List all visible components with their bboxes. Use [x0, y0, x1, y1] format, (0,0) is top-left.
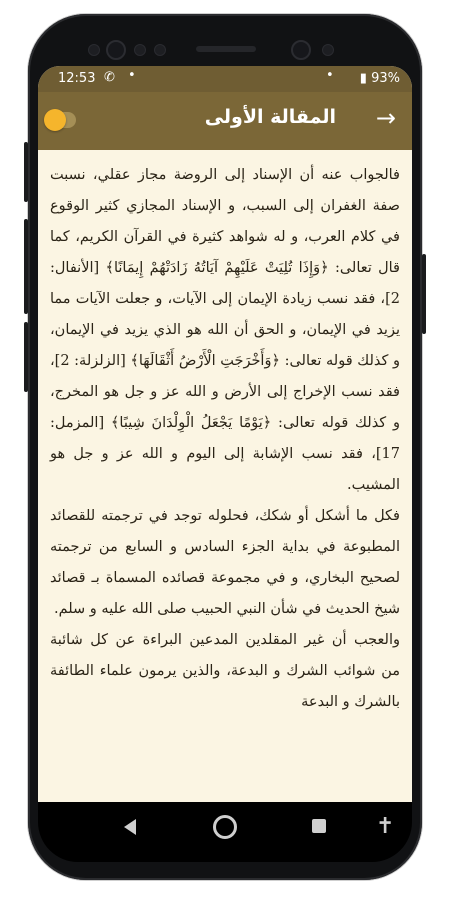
side-button — [24, 142, 28, 202]
notification-dot-icon: • — [128, 68, 136, 83]
status-bar — [38, 66, 412, 92]
power-button — [422, 254, 426, 334]
accessibility-icon[interactable]: ✝ — [376, 814, 395, 839]
side-button — [24, 219, 28, 314]
battery-icon: ▮ — [359, 71, 367, 86]
sensor-icon — [88, 44, 100, 56]
nav-home-icon[interactable] — [213, 815, 237, 839]
notification-dot-icon: • — [326, 68, 334, 83]
whatsapp-icon: ✆ — [104, 70, 115, 85]
system-nav-bar — [38, 802, 412, 862]
sensor-icon — [154, 44, 166, 56]
nav-back-icon[interactable] — [124, 819, 136, 835]
nav-recents-icon[interactable] — [312, 819, 326, 833]
earpiece-speaker — [196, 46, 256, 52]
sensor-icon — [134, 44, 146, 56]
article-paragraph: فالجواب عنه أن الإسناد إلى الروضة مجاز عقلي، نسبت صفة الغفران إلى السبب، و الإسناد المجازي كثير الوقوع في كلام العرب، و له شواهد كثيرة في القرآن الكريم، كما قال تعالى: ﴿وَإِذَا تُلِيَتْ عَلَيْهِمْ آيَاتُهُ زَادَتْهُمْ إِيمَانًا﴾ [الأنفال: 2]، فقد نسب زيادة الإيمان إلى الآيات، و جعلت الآيات مما يزيد في الإيمان، و الحق أن الله هو الذي يزيد في الإيمان، و كذلك قوله تعالى: ﴿وَأَخْرَجَتِ الْأَرْضُ أَثْقَالَهَا﴾ [الزلزلة: 2]، فقد نسب الإخراج إلى الأرض و الله عز و جل هو المخرج، و كذلك قوله تعالى: ﴿يَوْمًا يَجْعَلُ الْوِلْدَانَ شِيبًا﴾ [المزمل: 17]، فقد نسب الإشابة إلى اليوم و الله عز و جل هو المشيب. — [49, 167, 400, 493]
screen — [38, 66, 412, 816]
night-mode-toggle[interactable] — [46, 112, 76, 128]
phone-frame — [28, 14, 422, 880]
status-time: 12:53 — [58, 71, 96, 86]
sensor-icon — [322, 44, 334, 56]
article-paragraph: والعجب أن غير المقلدين المدعين البراءة عن كل شائبة من شوائب الشرك و البدعة، والذين يرمون علماء الطائفة بالشرك و البدعة — [50, 632, 400, 710]
article-content[interactable] — [38, 150, 412, 816]
front-camera-icon — [291, 40, 311, 60]
front-camera-icon — [106, 40, 126, 60]
back-arrow-icon[interactable]: → — [375, 104, 396, 132]
app-bar — [38, 92, 412, 150]
toggle-knob — [44, 109, 66, 131]
battery-level: 93% — [371, 71, 400, 86]
article-paragraph: فكل ما أشكل أو شكك، فحلوله توجد في ترجمته للقصائد المطبوعة في بداية الجزء السادس و السابع من ترجمته لصحيح البخاري، و في مجموعة قصائده المسماة بـ قصائد شيخ الحديث في شأن النبي الحبيب صلى الله عليه و سلم. — [50, 508, 400, 617]
page-title: المقالة الأولى — [204, 106, 336, 128]
battery-indicator — [360, 71, 400, 86]
side-button — [24, 322, 28, 392]
